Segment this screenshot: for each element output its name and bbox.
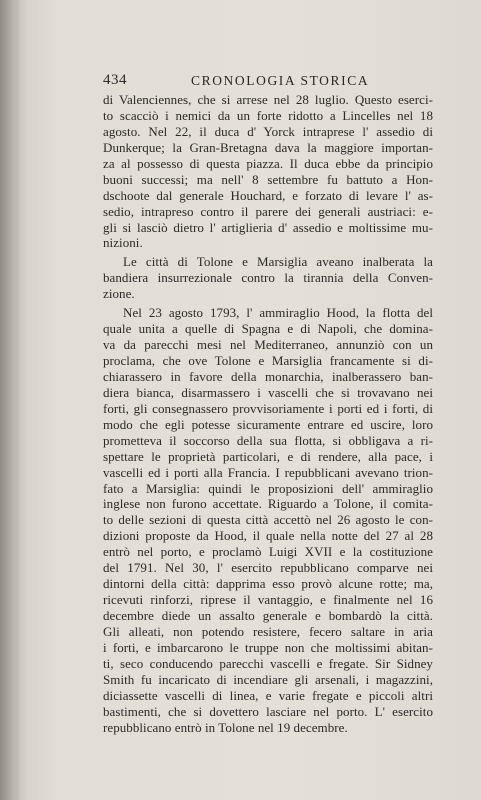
- text-line: inglese non furono accettate. Riguardo a Tolone, il comita-: [103, 496, 433, 512]
- text-line: di Valenciennes, che si arrese nel 28 luglio. Questo eserci-: [103, 92, 433, 107]
- paragraph-3: [103, 305, 433, 735]
- text-line: dizioni proposte da Hood, il quale nella notte del 27 al 28: [103, 528, 433, 544]
- running-head: CRONOLOGIA STORICA: [191, 73, 370, 88]
- text-line: Le città di Tolone e Marsiglia aveano inalberata la: [123, 254, 433, 270]
- text-line: Nel 23 agosto 1793, l' ammiraglio Hood, la flotta del: [123, 305, 433, 321]
- page-header: [103, 72, 428, 92]
- paragraph-2: [103, 254, 433, 302]
- spine-shadow: [0, 0, 22, 800]
- text-line: za al possesso di questa piazza. Il duca ebbe da principio: [103, 155, 433, 171]
- text-line: to scacciò i nemici da un forte ridotto a Lincelles nel 18: [103, 107, 433, 123]
- text-line: nizioni.: [103, 235, 143, 251]
- text-line: bastimenti, che si dovettero lasciare nel porto. L' esercito: [103, 703, 433, 719]
- text-line: proclama, che ove Tolone e Marsiglia francamente si di-: [103, 353, 433, 368]
- text-line: dintorni della città: dapprima esso provò alcune rotte; ma,: [103, 576, 433, 592]
- text-line: Dunkerque; la Gran-Bretagna dava la maggiore importan-: [103, 139, 433, 155]
- text-line: Gli alleati, non potendo resistere, fecero saltare in aria: [103, 623, 433, 639]
- text-line: vascelli ed i porti alla Francia. I repubblicani avevano trion-: [103, 464, 433, 480]
- text-line: prometteva il soccorso della sua flotta, si obbligava a ri-: [103, 432, 433, 448]
- text-line: zione.: [103, 286, 135, 302]
- text-line: modo che egli potesse sicuramente entrare ed uscire, loro: [103, 416, 433, 432]
- text-line: gli si lasciò dietro l' artiglieria d' assedio e moltissime mu-: [103, 219, 433, 235]
- paragraph-1: [103, 92, 433, 251]
- text-line: Smith fu incaricato di incendiare gli arsenali, i magazzini,: [103, 671, 433, 687]
- text-line: va da parecchi mesi nel Mediterraneo, annunziò con un: [103, 337, 433, 353]
- text-line: forti, gli consegnassero provvisoriamente i porti ed i forti, di: [103, 400, 433, 416]
- text-line: quale unita a quelle di Spagna e di Napoli, che domina-: [103, 321, 433, 337]
- text-line: agosto. Nel 22, il duca d' Yorck intraprese l' assedio di: [103, 123, 433, 139]
- text-line: bandiera insurrezionale contro la tirannia della Conven-: [103, 270, 433, 286]
- text-line: ricevuti rinforzi, riprese il vantaggio, e finalmente nel 16: [103, 592, 433, 608]
- text-line: diera bianca, disarmassero i vascelli che si trovavano nei: [103, 384, 433, 400]
- text-line: repubblicano entrò in Tolone nel 19 decembre.: [103, 719, 348, 735]
- text-line: to delle sezioni di questa città accettò nel 26 agosto le con-: [103, 512, 433, 528]
- page-number: 434: [103, 72, 127, 88]
- body-text: [103, 92, 433, 736]
- text-line: buoni successi; ma nell' 8 settembre fu battuto a Hon-: [103, 171, 433, 187]
- text-line: dschoote dal generale Houchard, e forzato di levare l' as-: [103, 187, 433, 203]
- text-line: ti, seco conducendo parecchi vascelli e fregate. Sir Sidney: [103, 655, 433, 671]
- text-line: diciassette vascelli di linea, e varie fregate e piccoli altri: [103, 687, 433, 703]
- text-line: decembre diede un assalto generale e bombardò la città.: [103, 608, 433, 623]
- text-line: chiarassero in favore della monarchia, inalberassero ban-: [103, 368, 433, 384]
- text-line: i forti, e imbarcarono le truppe non che moltissimi abitan-: [103, 639, 433, 655]
- text-line: spettare le proprietà particolari, e di rendere, alla pace, i: [103, 448, 433, 464]
- text-line: fato a Marsiglia: quindi le proposizioni dell' ammiraglio: [103, 480, 433, 496]
- text-line: del 1791. Nel 30, l' esercito repubblicano comparve nei: [103, 560, 433, 576]
- text-line: sedio, intrapreso contro il parere dei generali austriaci: e-: [103, 203, 433, 219]
- text-line: entrò nel porto, e proclamò Luigi XVII e la costituzione: [103, 544, 433, 560]
